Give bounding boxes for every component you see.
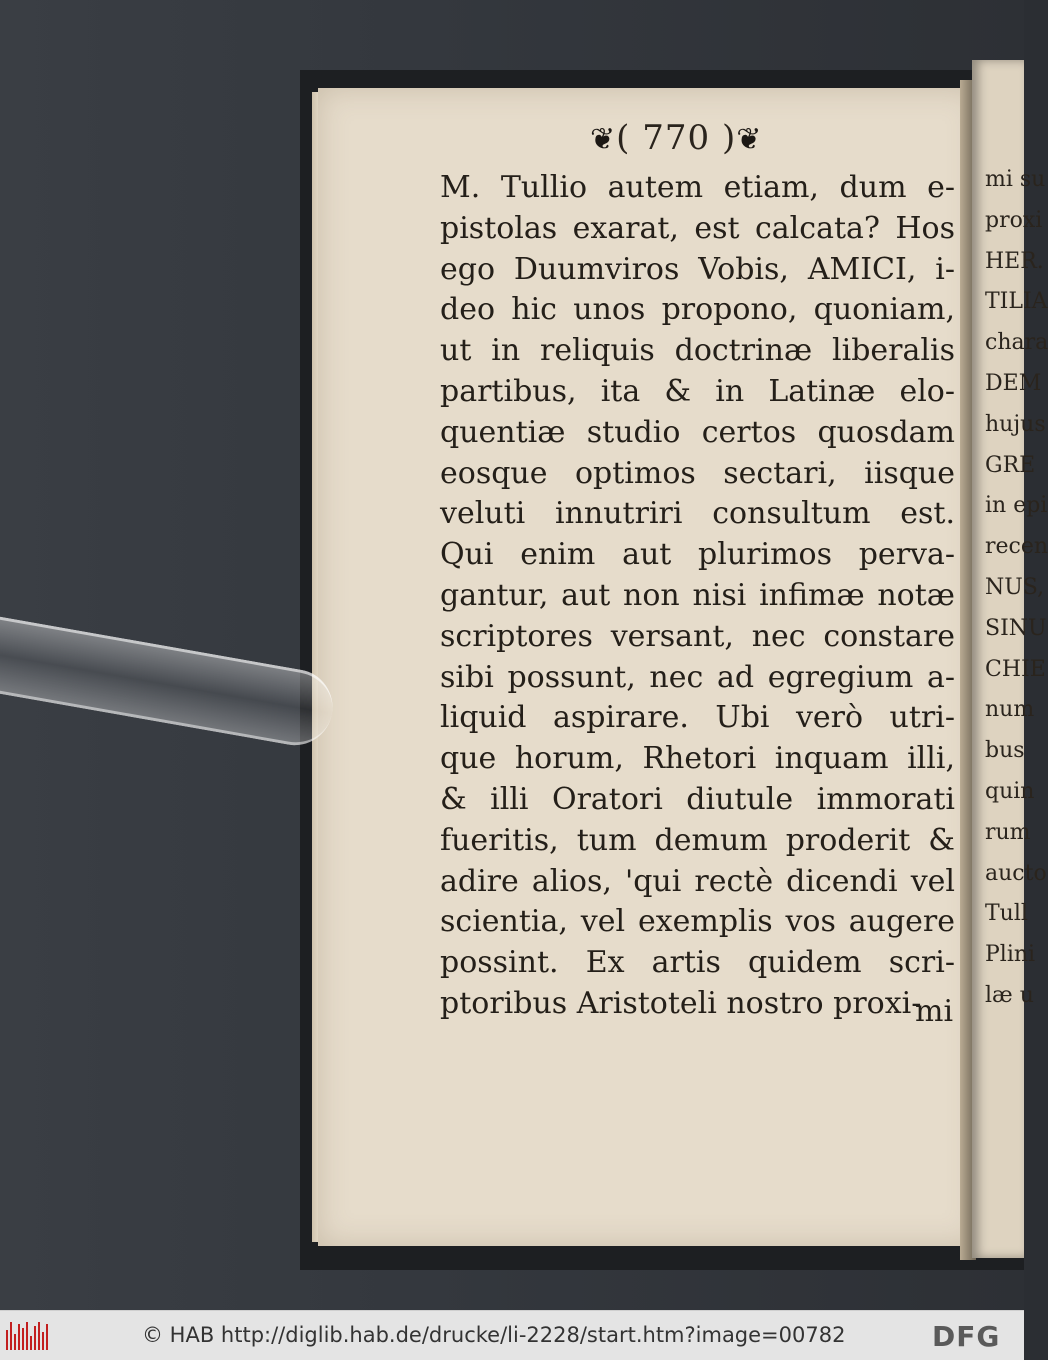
ornament-right-icon: ❦	[736, 122, 763, 157]
facing-line: hujus	[985, 411, 1046, 437]
text-line: & illi Oratori diutule immorati	[440, 781, 955, 817]
text-line: gantur, aut non nisi infimæ notæ	[440, 577, 955, 613]
page-number: 770	[642, 118, 711, 158]
facing-line: Plini	[985, 942, 1036, 968]
facing-line: mi su	[985, 167, 1046, 192]
facing-line: recen	[985, 534, 1048, 560]
dfg-logo: DFG	[932, 1320, 1001, 1353]
text-line: adire alios, 'qui rectè dicendi vel	[440, 863, 955, 899]
text-line: partibus, ita & in Latinæ elo-	[440, 373, 955, 409]
facing-line: chara	[985, 330, 1048, 356]
facing-line: TILIA	[985, 289, 1048, 315]
facing-line: NUS,	[985, 574, 1045, 600]
running-head-open: (	[616, 118, 631, 158]
copyright-link[interactable]: © HAB http://diglib.hab.de/drucke/li-2228/start.htm?image=00782	[142, 1323, 846, 1347]
facing-line: proxi	[985, 207, 1043, 233]
facing-line: HER.	[985, 248, 1044, 274]
facing-line: aucto	[985, 860, 1047, 886]
text-line: possint. Ex artis quidem scri-	[440, 945, 955, 981]
facing-line: GRE	[985, 452, 1036, 478]
text-line: ut in reliquis doctrinæ liberalis	[440, 333, 955, 369]
facing-line: rum	[985, 819, 1031, 845]
footer-bar	[0, 1310, 1024, 1360]
text-line: fueritis, tum demum proderit &	[440, 822, 955, 858]
facing-line: SINU	[985, 615, 1047, 641]
facing-line: quin	[985, 778, 1035, 804]
running-head-close: )	[721, 118, 737, 158]
facing-line: num	[985, 697, 1035, 723]
text-line: pistolas exarat, est calcata? Hos	[440, 210, 955, 246]
text-line: scientia, vel exemplis vos augere	[440, 904, 955, 940]
text-line: M. Tullio autem etiam, dum e-	[440, 170, 955, 205]
text-line: ptoribus Aristoteli nostro proxi-	[440, 985, 922, 1021]
ornament-left-icon: ❦	[590, 122, 617, 157]
text-line: liquid aspirare. Ubi verò utri-	[440, 700, 955, 736]
facing-line: Tull	[985, 901, 1028, 927]
facing-page-text	[985, 160, 1048, 1017]
page-text	[440, 168, 955, 1025]
text-line: quentiæ studio certos quosdam	[440, 414, 955, 450]
text-line: scriptores versant, nec constare	[440, 618, 955, 654]
facing-line: in epi	[985, 493, 1048, 519]
text-line: deo hic unos propono, quoniam,	[440, 292, 955, 328]
text-line: ego Duumviros Vobis, AMICI, i-	[440, 251, 955, 287]
text-line: que horum, Rhetori inquam illi,	[440, 741, 955, 777]
text-line: veluti innutriri consultum est.	[440, 496, 955, 532]
facing-line: bus	[985, 738, 1025, 764]
text-line: sibi possunt, nec ad egregium a-	[440, 659, 955, 695]
facing-line: DEM	[985, 370, 1042, 396]
catchword: mi	[915, 994, 954, 1029]
facing-line: læ u	[985, 982, 1034, 1008]
facing-line: CHIE	[985, 656, 1046, 682]
running-head	[590, 118, 800, 158]
text-line: Qui enim aut plurimos perva-	[440, 537, 955, 573]
hab-barcode-logo-icon	[6, 1322, 48, 1350]
text-line: eosque optimos sectari, iisque	[440, 455, 955, 491]
